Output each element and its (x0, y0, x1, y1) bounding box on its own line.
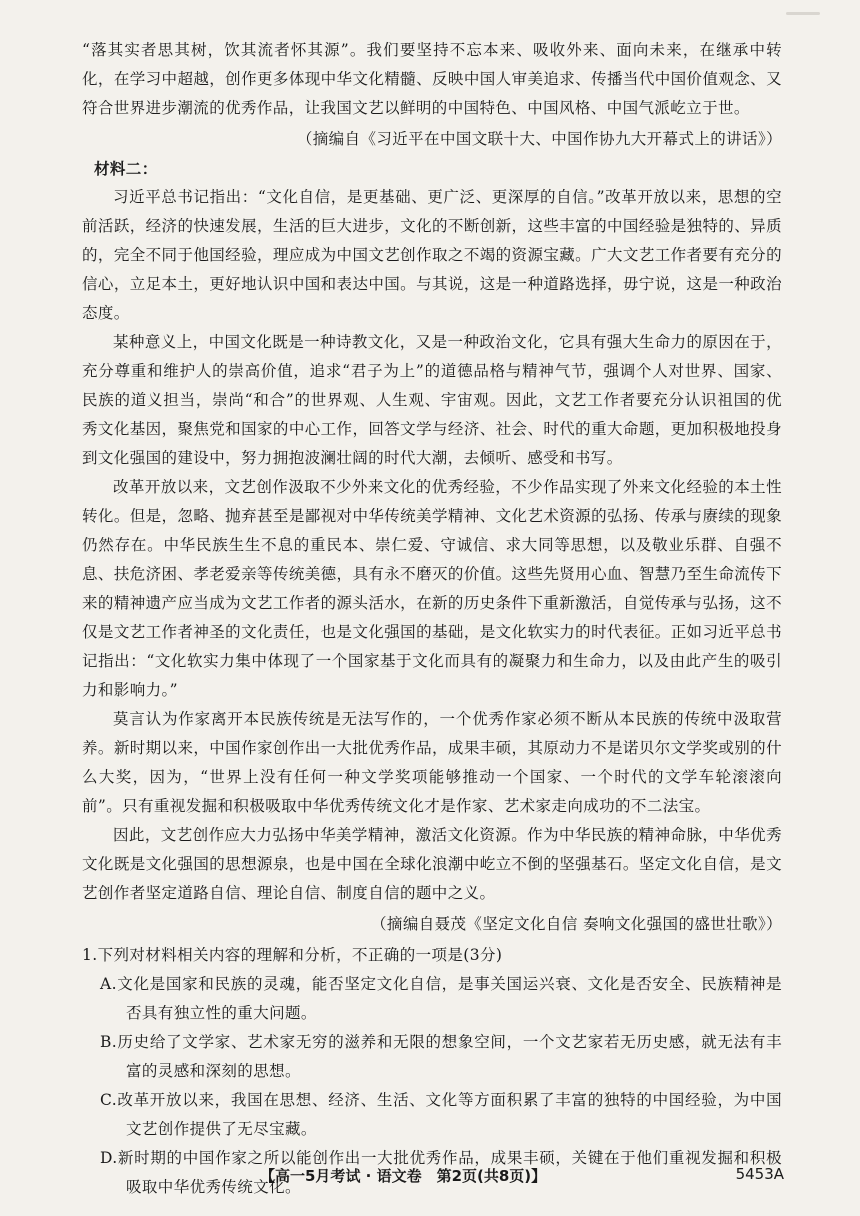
question-1-option-d: D.新时期的中国作家之所以能创作出一大批优秀作品，成果丰硕，关键在于他们重视发掘和积极吸取中华优秀传统文化。 (100, 1149, 782, 1196)
footer-title: 【高一5月考试 · 语文卷 第2页(共8页)】 (260, 1167, 547, 1185)
material2-paragraph-3: 改革开放以来，文艺创作汲取不少外来文化的优秀经验，不少作品实现了外来文化经验的本土性转化。但是，忽略、抛弃甚至是鄙视对中华传统美学精神、文化艺术资源的弘扬、传承与赓续的现象仍然存在。中华民族生生不息的重民本、崇仁爱、守诚信、求大同等思想，以及敬业乐群、自强不息、扶危济困、孝老爱亲等传统美德，具有永不磨灭的价值。这些先贤用心血、智慧乃至生命流传下来的精神遗产应当成为文艺工作者的源头活水，在新的历史条件下重新激活，自觉传承与弘扬，这不仅是文艺工作者神圣的文化责任，也是文化强国的基础，是文化软实力的时代表征。正如习近平总书记指出：“文化软实力集中体现了一个国家基于文化而具有的凝聚力和生命力，以及由此产生的吸引力和影响力。” (82, 478, 782, 699)
material1-source: （摘编自《习近平在中国文联十大、中国作协九大开幕式上的讲话》） (296, 130, 782, 148)
material1-paragraph: “落其实者思其树，饮其流者怀其源”。我们要坚持不忘本来、吸收外来、面向未来，在继承中转化，在学习中超越，创作更多体现中华文化精髓、反映中国人审美追求、传播当代中国价值观念、又符合世界进步潮流的优秀作品，让我国文艺以鲜明的中国特色、中国风格、中国气派屹立于世。 (82, 41, 782, 117)
scan-artifact (786, 12, 820, 15)
page-content (82, 36, 782, 1202)
question-1-option-a: A.文化是国家和民族的灵魂，能否坚定文化自信，是事关国运兴衰、文化是否安全、民族精神是否具有独立性的重大问题。 (100, 975, 782, 1022)
material2-paragraph-5: 因此，文艺创作应大力弘扬中华美学精神，激活文化资源。作为中华民族的精神命脉，中华优秀文化既是文化强国的思想源泉，也是中国在全球化浪潮中屹立不倒的坚强基石。坚定文化自信，是文艺创作者坚定道路自信、理论自信、制度自信的题中之义。 (82, 826, 782, 902)
material2-paragraph-2: 某种意义上，中国文化既是一种诗教文化，又是一种政治文化，它具有强大生命力的原因在于，充分尊重和维护人的崇高价值，追求“君子为上”的道德品格与精神气节，强调个人对世界、国家、民族的道义担当，崇尚“和合”的世界观、人生观、宇宙观。因此，文艺工作者要充分认识祖国的优秀文化基因，聚焦党和国家的中心工作，回答文学与经济、社会、时代的重大命题，更加积极地投身到文化强国的建设中，努力拥抱波澜壮阔的时代大潮，去倾听、感受和书写。 (82, 333, 782, 467)
question-1 (82, 941, 782, 1202)
question-1-option-c: C.改革开放以来，我国在思想、经济、生活、文化等方面积累了丰富的独特的中国经验，为中国文艺创作提供了无尽宝藏。 (100, 1091, 782, 1138)
material2-heading: 材料二： (94, 159, 158, 178)
question-1-stem: 1.下列对材料相关内容的理解和分析，不正确的一项是(3分) (82, 946, 503, 964)
footer-code: 5453A (735, 1165, 784, 1183)
material2-source: （摘编自聂茂《坚定文化自信 奏响文化强国的盛世壮歌》） (371, 915, 782, 933)
page-footer (0, 1165, 860, 1195)
question-1-option-b: B.历史给了文学家、艺术家无穷的滋养和无限的想象空间，一个文艺家若无历史感，就无法有丰富的灵感和深刻的思想。 (100, 1033, 782, 1080)
material2-paragraph-4: 莫言认为作家离开本民族传统是无法写作的，一个优秀作家必须不断从本民族的传统中汲取营养。新时期以来，中国作家创作出一大批优秀作品，成果丰硕，其原动力不是诺贝尔文学奖或别的什么大奖，因为，“世界上没有任何一种文学奖项能够推动一个国家、一个时代的文学车轮滚滚向前”。只有重视发掘和积极吸取中华优秀传统文化才是作家、艺术家走向成功的不二法宝。 (82, 710, 782, 815)
material2-paragraph-1: 习近平总书记指出：“文化自信，是更基础、更广泛、更深厚的自信。”改革开放以来，思想的空前活跃，经济的快速发展，生活的巨大进步，文化的不断创新，这些丰富的中国经验是独特的、异质的，完全不同于他国经验，理应成为中国文艺创作取之不竭的资源宝藏。广大文艺工作者要有充分的信心，立足本土，更好地认识中国和表达中国。与其说，这是一种道路选择，毋宁说，这是一种政治态度。 (82, 188, 782, 322)
